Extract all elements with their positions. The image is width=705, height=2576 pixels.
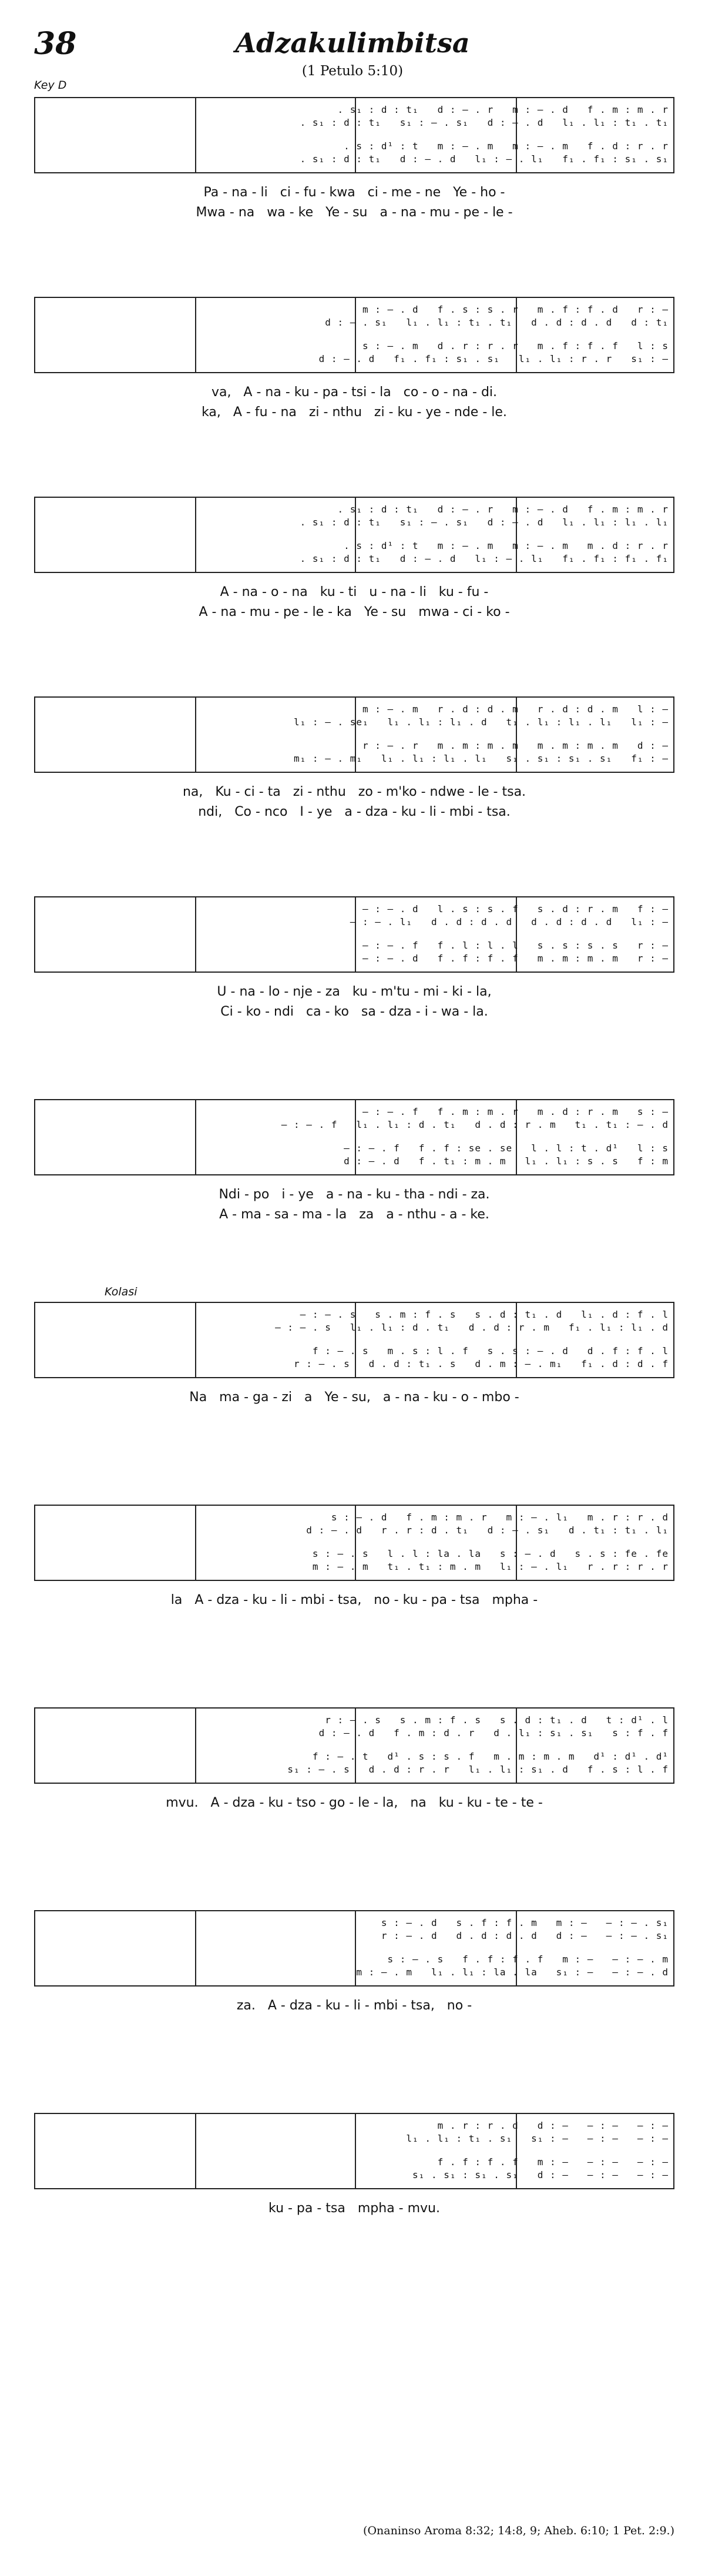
voice-part: — : – . f f . l : l . l s . s : s . s r : — [362, 940, 669, 951]
hymn-number: 38 [34, 26, 77, 62]
lyric-line: A - ma - sa - ma - la za a - nthu - a - ke. [219, 1207, 489, 1222]
voice-part: l₁ . l₁ : t₁ . s₁ s₁ : — — : — — : — [406, 2133, 669, 2144]
lyric-line: mvu. A - dza - ku - tso - go - le - la, na ku - ku - te - te - [166, 1796, 543, 1810]
lyric-line: Ci - ko - ndi ca - ko sa - dza - i - wa - la. [220, 1004, 488, 1019]
cross-references: (Onaninso Aroma 8:32; 14:8, 9; Aheb. 6:10; 1 Pet. 2:9.) [363, 2524, 674, 2537]
voice-part: . s₁ : d : t₁ d : – . r m : – . d f . m : m . r [337, 504, 669, 515]
voice-part: — : – . f f . m : m . r m . d : r . m s : — [362, 1106, 669, 1117]
staff [34, 696, 674, 773]
voice-part: — : – . d f . f : f . f m . m : m . m r : — [362, 953, 669, 964]
staff [34, 1910, 674, 1987]
lyric-line: A - na - mu - pe - le - ka Ye - su mwa - ci - ko - [199, 605, 510, 619]
lyric-line: ndi, Co - nco I - ye a - dza - ku - li - mbi - tsa. [198, 805, 511, 819]
voice-part: . s₁ : d : t₁ s₁ : – . s₁ d : – . d l₁ . l₁ : l₁ . l₁ [300, 517, 669, 528]
voice-part: f : – . t d¹ . s : s . f m . m : m . m d¹ : d¹ . d¹ [312, 1751, 669, 1762]
voice-part: m : – . m l₁ . l₁ : la . la s₁ : — — : – . d [356, 1967, 669, 1978]
scripture-reference: (1 Petulo 5:10) [301, 63, 404, 79]
music-system [34, 297, 674, 420]
music-system [34, 1910, 674, 2013]
voice-part: . s₁ : d : t₁ s₁ : – . s₁ d : – . d l₁ . l₁ : t₁ . t₁ [300, 117, 669, 128]
voice-part: f . f : f . f m : — — : — — : — [437, 2156, 669, 2168]
voice-part: d : – . d f . t₁ : m . m l₁ . l₁ : s . s f : m [344, 1155, 669, 1167]
voice-part: m : – . m r . d : d . m r . d : d . m l : — [362, 704, 669, 715]
voice-part: m₁ : – . m₁ l₁ . l₁ : l₁ . l₁ s₁ . s₁ : s₁ . s₁ f₁ : — [294, 753, 669, 764]
voice-part: . s₁ : d : t₁ d : – . d l₁ : – . l₁ f₁ . f₁ : f₁ . f₁ [300, 553, 669, 564]
voice-part: — : – . f f . f : se . se l . l : t . d¹ l : s [344, 1143, 669, 1154]
staff [34, 896, 674, 973]
voice-part: — : – . l₁ d . d : d . d d . d : d . d l₁ : — [350, 916, 669, 927]
music-system [34, 696, 674, 819]
voice-part: d : – . d r . r : d . t₁ d : – . s₁ d . t₁ : t₁ . l₁ [306, 1525, 669, 1536]
voice-part: — : – . s l₁ . l₁ : d . t₁ d . d : r . m f₁ . l₁ : l₁ . d [275, 1322, 669, 1333]
voice-part: s : – . d s . f : f . m m : — — : – . s₁ [381, 1917, 669, 1928]
voice-part: m . r : r . d d : — — : — — : — [437, 2120, 669, 2131]
lyric-line: za. A - dza - ku - li - mbi - tsa, no - [236, 1998, 472, 2013]
voice-part: m : – . m t₁ . t₁ : m . m l₁ : – . l₁ r . r : r . r [312, 1561, 669, 1572]
voice-part: . s₁ : d : t₁ d : – . r m : – . d f . m : m . r [337, 104, 669, 115]
voice-part: — : – . f l₁ . l₁ : d . t₁ d . d : r . m t₁ . t₁ : – . d [281, 1119, 669, 1130]
staff [34, 97, 674, 173]
lyric-line: va, A - na - ku - pa - tsi - la co - o - na - di. [211, 385, 498, 400]
lyric-line: Pa - na - li ci - fu - kwa ci - me - ne Ye - ho - [203, 185, 505, 200]
staff [34, 2113, 674, 2189]
lyric-line: Ndi - po i - ye a - na - ku - tha - ndi - za. [219, 1187, 490, 1202]
music-system [34, 1099, 674, 1222]
staff [34, 1099, 674, 1175]
lyric-line: na, Ku - ci - ta zi - nthu zo - m'ko - ndwe - le - tsa. [182, 785, 526, 799]
chorus-label: Kolasi [105, 1285, 137, 1298]
voice-part: d : – . s₁ l₁ . l₁ : t₁ . t₁ d . d : d . d d : t₁ [325, 317, 669, 328]
staff [34, 497, 674, 573]
music-system [34, 1285, 674, 1405]
voice-part: s₁ . s₁ : s₁ . s₁ d : — — : — — : — [412, 2169, 669, 2180]
voice-part: — : – . d l . s : s . f s . d : r . m f : — [362, 903, 669, 915]
lyric-line: Mwa - na wa - ke Ye - su a - na - mu - pe - le - [196, 205, 513, 220]
lyric-line: la A - dza - ku - li - mbi - tsa, no - ku - pa - tsa mpha - [170, 1593, 538, 1607]
music-system [34, 97, 674, 220]
lyric-line: Na ma - ga - zi a Ye - su, a - na - ku - o - mbo - [189, 1390, 519, 1405]
voice-part: . s₁ : d : t₁ d : – . d l₁ : – . l₁ f₁ . f₁ : s₁ . s₁ [300, 153, 669, 165]
voice-part: s : – . m d . r : r . r m . f : f . f l : s [362, 340, 669, 351]
lyric-line: U - na - lo - nje - za ku - m'tu - mi - ki - la, [217, 984, 492, 999]
voice-part: d : – . d f . m : d . r d . l₁ : s₁ . s₁ s : f . f [318, 1727, 669, 1738]
staff [34, 297, 674, 373]
voice-part: s : – . d f . m : m . r m : – . l₁ m . r : r . d [331, 1512, 669, 1523]
voice-part: r : – . s d . d : t₁ . s d . m : – . m₁ f₁ . d : d . f [294, 1358, 669, 1369]
voice-part: . s : d¹ : t m : – . m m : – . m m . d : r . r [344, 540, 669, 551]
music-system [34, 497, 674, 619]
lyric-line: A - na - o - na ku - ti u - na - li ku - fu - [220, 585, 489, 599]
music-system [34, 896, 674, 1019]
lyric-line: ka, A - fu - na zi - nthu zi - ku - ye - nde - le. [202, 405, 507, 420]
music-system [34, 2113, 674, 2216]
voice-part: r : – . d d . d : d . d d : — — : – . s₁ [381, 1930, 669, 1941]
voice-part: s : – . s l . l : la . la s : – . d s . s : fe . fe [312, 1548, 669, 1559]
voice-part: d : – . d f₁ . f₁ : s₁ . s₁ l₁ . l₁ : r . r s₁ : — [318, 353, 669, 364]
voice-part: — : – . s s . m : f . s s . d : t₁ . d l₁ . d : f . l [300, 1309, 669, 1320]
voice-part: r : – . r m . m : m . m m . m : m . m d : — [362, 740, 669, 751]
staff [34, 1707, 674, 1784]
hymn-title: Adzakulimbitsa [235, 27, 470, 59]
staff [34, 1505, 674, 1581]
voice-part: s : – . s f . f : f . f m : — — : – . m [387, 1954, 669, 1965]
voice-part: . s : d¹ : t m : – . m m : – . m f . d : r . r [344, 140, 669, 152]
music-system [34, 1707, 674, 1810]
lyric-line: ku - pa - tsa mpha - mvu. [268, 2201, 440, 2216]
voice-part: l₁ : – . se₁ l₁ . l₁ : l₁ . d t₁ . l₁ : l₁ . l₁ l₁ : — [294, 716, 669, 728]
voice-part: r : – . s s . m : f . s s . d : t₁ . d t : d¹ . l [325, 1714, 669, 1726]
voice-part: m : – . d f . s : s . r m . f : f . d r : — [362, 304, 669, 315]
staff [34, 1302, 674, 1378]
key-signature: Key D [34, 79, 67, 92]
voice-part: s₁ : – . s d . d : r . r l₁ . l₁ : s₁ . d f . s : l . f [287, 1764, 669, 1775]
voice-part: f : – . s m . s : l . f s . s : – . d d . f : f . l [312, 1345, 669, 1356]
music-system [34, 1505, 674, 1607]
